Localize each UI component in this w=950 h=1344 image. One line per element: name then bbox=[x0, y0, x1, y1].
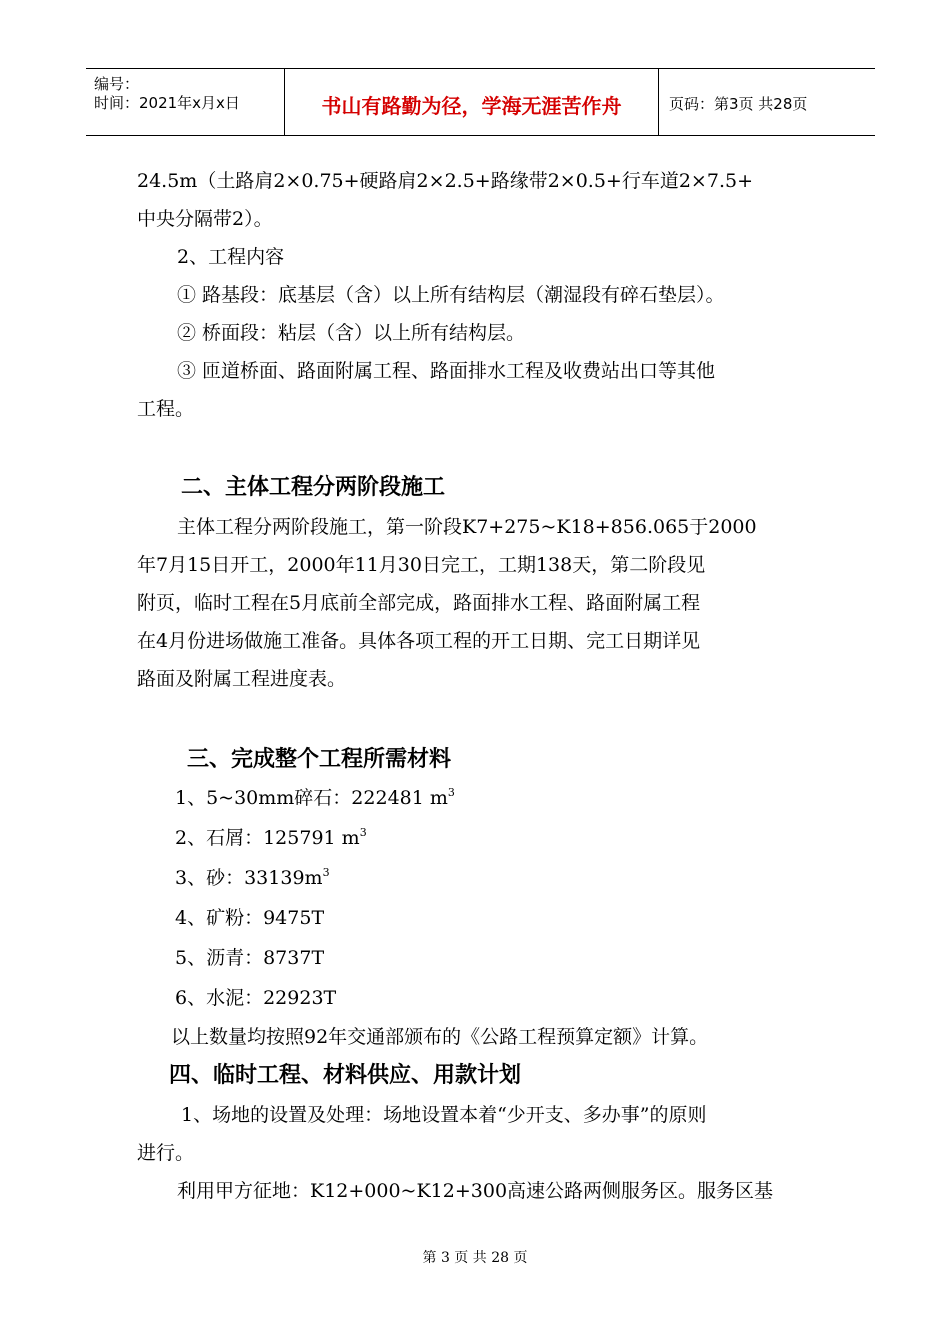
material-text: 2、石屑：125791 m bbox=[175, 827, 360, 849]
header-page-cell bbox=[659, 69, 875, 135]
paragraph-line: 附页，临时工程在5月底前全部完成，路面排水工程、路面附属工程 bbox=[137, 592, 701, 614]
material-text: 6、水泥：22923T bbox=[175, 987, 337, 1009]
unit-superscript: 3 bbox=[359, 826, 367, 839]
materials-note: 以上数量均按照92年交通部颁布的《公路工程预算定额》计算。 bbox=[171, 1026, 709, 1048]
material-item bbox=[137, 818, 827, 858]
material-item bbox=[137, 938, 827, 978]
material-text: 3、砂：33139m bbox=[175, 867, 323, 889]
paragraph-line: 路面及附属工程进度表。 bbox=[137, 668, 347, 690]
material-item bbox=[137, 778, 827, 818]
header-motto-cell bbox=[285, 69, 659, 135]
materials-list bbox=[137, 778, 827, 1018]
paragraph-line: 利用甲方征地：K12+000~K12+300高速公路两侧服务区。服务区基 bbox=[177, 1180, 774, 1202]
section-heading: 三、完成整个工程所需材料 bbox=[187, 747, 452, 772]
paragraph-line: 中央分隔带2）。 bbox=[137, 208, 273, 230]
header-meta-cell bbox=[86, 69, 285, 135]
material-item bbox=[137, 898, 827, 938]
material-text: 4、矿粉：9475T bbox=[175, 907, 325, 929]
document-number-label: 编号： bbox=[94, 75, 140, 93]
paragraph-line: 1、场地的设置及处理：场地设置本着“少开支、多办事”的原则 bbox=[181, 1104, 707, 1126]
material-item bbox=[137, 858, 827, 898]
item-title: 2、工程内容 bbox=[177, 246, 285, 268]
unit-superscript: 3 bbox=[447, 786, 455, 799]
paragraph-line: 年7月15日开工，2000年11月30日完工，工期138天，第二阶段见 bbox=[137, 554, 706, 576]
page-footer: 第 3 页 共 28 页 bbox=[422, 1250, 528, 1266]
paragraph-line: 在4月份进场做施工准备。具体各项工程的开工日期、完工日期详见 bbox=[137, 630, 701, 652]
paragraph-line: 24.5m（土路肩2×0.75+硬路肩2×2.5+路缘带2×0.5+行车道2×7.5+ bbox=[137, 170, 753, 192]
section-heading: 二、主体工程分两阶段施工 bbox=[181, 475, 446, 500]
item-line: ③ 匝道桥面、路面附属工程、路面排水工程及收费站出口等其他 bbox=[177, 360, 716, 382]
page-header bbox=[86, 68, 875, 136]
section-heading: 四、临时工程、材料供应、用款计划 bbox=[169, 1063, 522, 1088]
header-motto: 书山有路勤为径，学海无涯苦作舟 bbox=[321, 94, 622, 118]
item-line: ② 桥面段：粘层（含）以上所有结构层。 bbox=[177, 322, 526, 344]
paragraph-line: 主体工程分两阶段施工，第一阶段K7+275~K18+856.065于2000 bbox=[177, 516, 757, 538]
paragraph-line: 进行。 bbox=[137, 1142, 195, 1164]
item-line: 工程。 bbox=[137, 398, 195, 420]
item-line: ① 路基段：底基层（含）以上所有结构层（潮湿段有碎石垫层）。 bbox=[177, 284, 725, 306]
document-time-label: 时间：2021年x月x日 bbox=[94, 94, 240, 112]
material-item bbox=[137, 978, 827, 1018]
material-text: 5、沥青：8737T bbox=[175, 947, 325, 969]
header-page-info: 页码：第3页 共28页 bbox=[669, 95, 808, 113]
document-body bbox=[137, 162, 827, 1210]
material-text: 1、5~30mm碎石：222481 m bbox=[175, 787, 448, 809]
unit-superscript: 3 bbox=[322, 866, 330, 879]
